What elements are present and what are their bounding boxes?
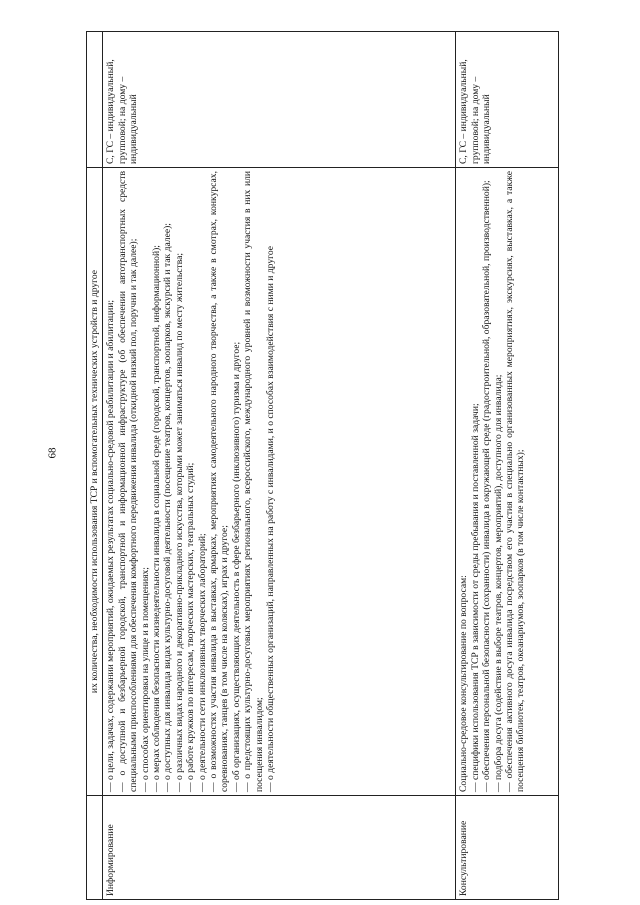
content-line: — о доступной и безбарьерной городской, транспортной и информационной инфраструктуре (об обеспечении автотранспортных средств специальными приспособлениями для обеспечения комфортного передвижения инвалида (откидной низкий пол, поручни и так далее); xyxy=(116,171,140,792)
content-line: — о различных видах народного и декоративно-прикладного искусства, которыми может заниматься инвалид по месту жительства; xyxy=(173,252,185,792)
content-line: — о цели, задачах, содержании мероприятий, ожидаемых результатах социально-средовой реабилитации и абилитации; xyxy=(105,300,117,792)
table-row-continuation xyxy=(87,32,103,900)
content-line: — о мерах соблюдения безопасности жизнедеятельности инвалида в социальной среде (городской, транспортной, информационной); xyxy=(151,245,163,792)
content-line: — о деятельности сети инклюзивных творческих лабораторий; xyxy=(196,533,208,792)
service-content-consulting xyxy=(456,168,559,796)
content-line: — подбора досуга (содействие в выборе театров, концертов, мероприятий), доступного для инвалида; xyxy=(492,374,504,792)
service-form-consulting: С, ГС – индивидуальный, групповой; на дому – индивидуальный xyxy=(456,32,559,168)
content-line: — обеспечения активного досуга инвалида посредством его участия в специально организованных мероприятиях, экскурсиях, выставках, а также посещения библиотек, театров, океанариумов, зоопарков (в том числе контактных); xyxy=(504,171,527,792)
rotated-page-content xyxy=(86,32,556,900)
empty-cell xyxy=(87,796,103,900)
service-content-informing xyxy=(103,168,456,796)
content-line: — о возможностях участия инвалида в выставках, ярмарках, мероприятиях самодеятельного народного творчества, а также в смотрах, конкурсах, соревнованиях, танцев (в том числе на колясках), играх и другое; xyxy=(208,171,231,792)
content-line: — об организациях, осуществляющих деятельность в сфере безбарьерного (инклюзивного) туризма и другое; xyxy=(230,341,242,792)
services-table xyxy=(86,31,559,900)
content-line: — о работе кружков по интересам, творческих мастерских, театральных студий; xyxy=(185,462,197,792)
empty-cell xyxy=(87,32,103,168)
content-line: — о способах ориентировки на улице и в помещениях; xyxy=(139,567,151,792)
service-name-informing: Информирование xyxy=(103,796,456,900)
content-line: — специфики использования ТСР в зависимости от среды пребывания и поставленной задачи; xyxy=(469,403,481,792)
continuation-text: их количества, необходимости использования ТСР и вспомогательных технических устройств и другое xyxy=(87,168,103,796)
table-row xyxy=(103,32,456,900)
content-line: — о деятельности общественных организаций, направленных на работу с инвалидами, и о способах взаимодействия с ними и другое xyxy=(265,246,277,792)
content-line: — обеспечения персональной безопасности (сохранности) инвалида в окружающей среде (градостроительной, образовательной, производственной); xyxy=(481,180,493,792)
service-name-consulting: Консультирование xyxy=(456,796,559,900)
content-line: — о предстоящих культурно-досуговых мероприятиях регионального, всероссийского, международного уровней и возможности участия в них или посещения инвалидом; xyxy=(242,171,265,792)
table-row xyxy=(456,32,559,900)
page-number: 68 xyxy=(46,447,58,459)
service-form-informing: С, ГС – индивидуальный, групповой; на дому – индивидуальный xyxy=(103,32,456,168)
content-line: — о доступных для инвалида видах культурно-досуговой деятельности (посещение театров, концертов, зоопарков, экскурсий и так далее); xyxy=(162,223,174,792)
content-line: Социально-средовое консультирование по вопросам: xyxy=(458,575,470,792)
